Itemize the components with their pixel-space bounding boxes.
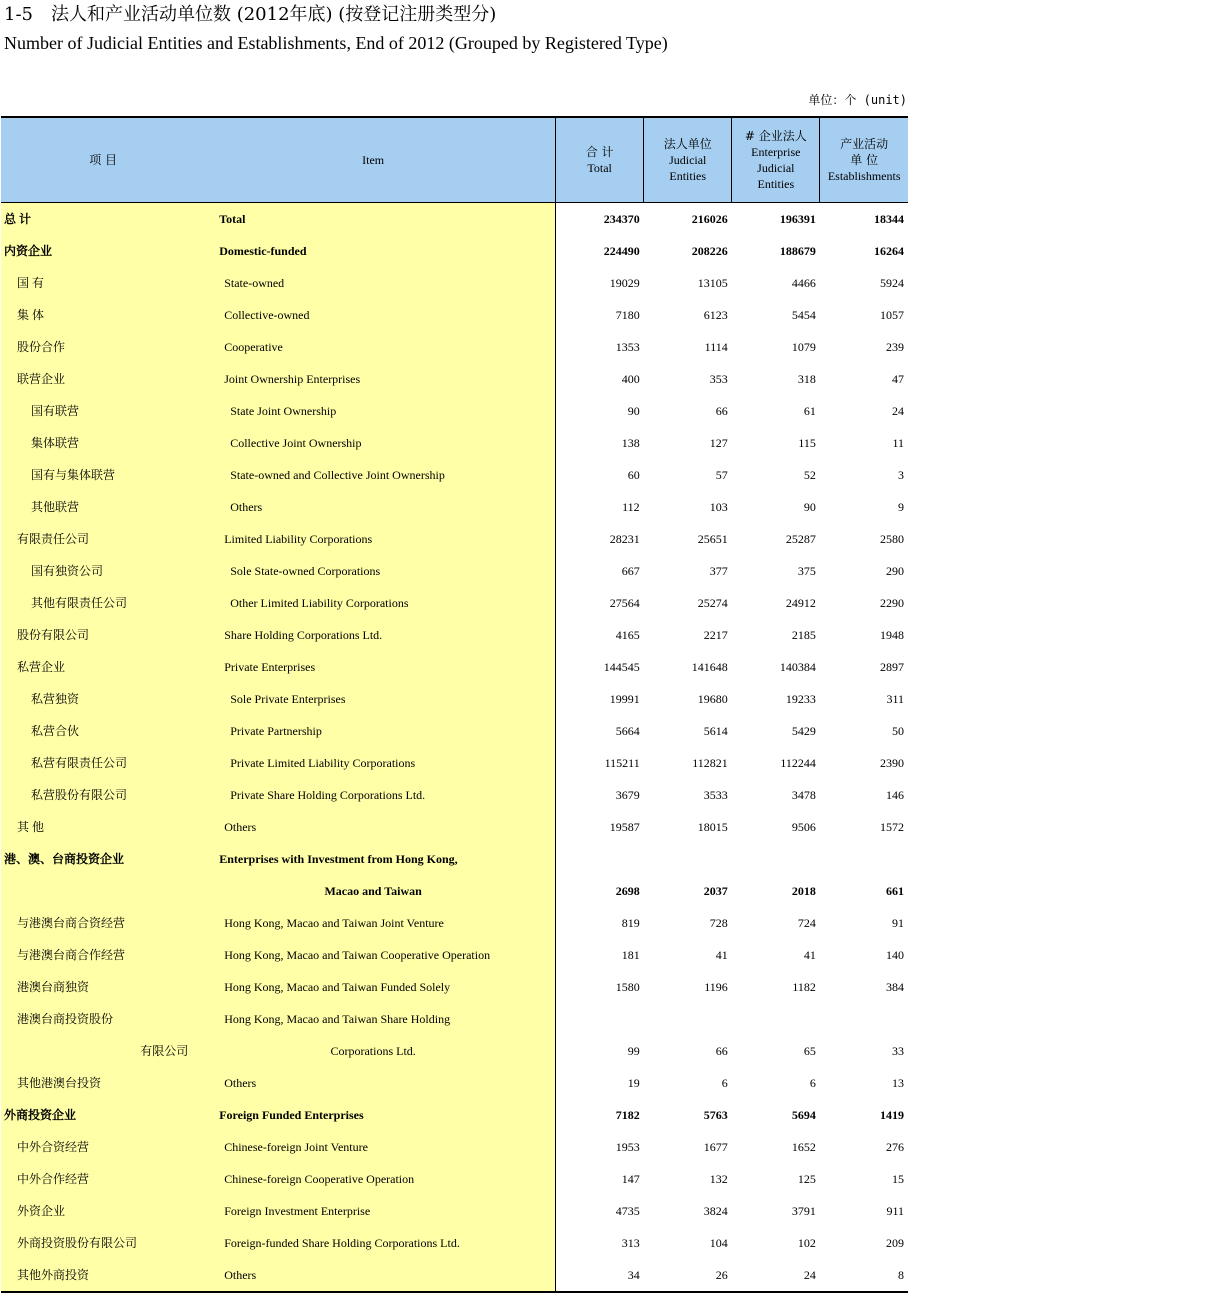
cell-establishments: 50 bbox=[892, 724, 904, 738]
cell-establishments: 8 bbox=[820, 1259, 908, 1292]
table-row bbox=[1, 363, 908, 395]
cell-total: 7180 bbox=[556, 299, 644, 331]
cell-total: 5664 bbox=[556, 715, 644, 747]
cell-enterprise-entities: 112244 bbox=[780, 756, 816, 770]
cell-judicial-entities: 728 bbox=[709, 916, 728, 930]
row-label-cn: 外商投资企业 bbox=[1, 1099, 191, 1131]
cell-judicial-entities: 2217 bbox=[703, 628, 728, 642]
cell-total: 1580 bbox=[556, 971, 644, 1003]
row-label-en: Hong Kong, Macao and Taiwan Share Holding bbox=[191, 1003, 555, 1035]
row-label-cn: 其他有限责任公司 bbox=[1, 587, 191, 619]
row-label-cn: 港澳台商投资股份 bbox=[1, 1003, 191, 1035]
cell-enterprise-entities: 375 bbox=[797, 564, 816, 578]
row-label-en: Foreign Funded Enterprises bbox=[191, 1099, 555, 1131]
page-title-cn: 1-5 法人和产业活动单位数 (2012年底) (按登记注册类型分) bbox=[4, 4, 497, 25]
row-label-cn: 港澳台商独资 bbox=[1, 971, 191, 1003]
table-row bbox=[1, 1163, 908, 1195]
cell-establishments: 1057 bbox=[880, 308, 904, 322]
row-label-cn: 有限公司 bbox=[1, 1035, 191, 1067]
cell-establishments: 91 bbox=[892, 916, 904, 930]
cell-establishments: 5924 bbox=[880, 276, 904, 290]
table-body bbox=[1, 203, 908, 1293]
cell-judicial-entities: 5614 bbox=[703, 724, 728, 738]
table-row bbox=[1, 843, 908, 875]
row-label-en: Macao and Taiwan bbox=[191, 875, 555, 907]
cell-total: 7182 bbox=[556, 1099, 644, 1131]
row-label-en: Others bbox=[191, 491, 555, 523]
row-label-cn: 股份有限公司 bbox=[1, 619, 191, 651]
cell-establishments: 15 bbox=[892, 1172, 904, 1186]
cell-enterprise-entities: 125 bbox=[797, 1172, 816, 1186]
row-label-en: Chinese-foreign Joint Venture bbox=[191, 1131, 555, 1163]
table-row bbox=[1, 1003, 908, 1035]
table-row bbox=[1, 555, 908, 587]
cell-judicial-entities: 377 bbox=[709, 564, 728, 578]
table-row bbox=[1, 971, 908, 1003]
table-row bbox=[1, 715, 908, 747]
table-row bbox=[1, 203, 908, 236]
cell-judicial-entities bbox=[644, 1003, 732, 1035]
cell-total: 3679 bbox=[556, 779, 644, 811]
table-row bbox=[1, 331, 908, 363]
row-label-en: Private Enterprises bbox=[191, 651, 555, 683]
row-label-en: Private Limited Liability Corporations bbox=[191, 747, 555, 779]
cell-establishments: 661 bbox=[886, 884, 904, 898]
cell-establishments: 3 bbox=[898, 468, 904, 482]
cell-establishments bbox=[820, 1003, 908, 1035]
row-label-cn: 其 他 bbox=[1, 811, 191, 843]
cell-enterprise-entities: 4466 bbox=[791, 276, 816, 290]
cell-establishments: 239 bbox=[886, 340, 904, 354]
cell-judicial-entities: 132 bbox=[709, 1172, 728, 1186]
table-row bbox=[1, 683, 908, 715]
page-title-en: Number of Judicial Entities and Establishments, End of 2012 (Grouped by Registered Type) bbox=[4, 33, 668, 53]
unit-label: 单位：个 (unit) bbox=[808, 93, 907, 107]
cell-total: 90 bbox=[556, 395, 644, 427]
header-item-en bbox=[191, 117, 555, 203]
cell-establishments: 209 bbox=[886, 1236, 904, 1250]
row-label-en: Collective-owned bbox=[191, 299, 555, 331]
cell-judicial-entities: 3533 bbox=[703, 788, 728, 802]
row-label-cn: 国 有 bbox=[1, 267, 191, 299]
row-label-cn: 集体联营 bbox=[1, 427, 191, 459]
cell-establishments: 384 bbox=[886, 980, 904, 994]
table-row bbox=[1, 907, 908, 939]
table-row bbox=[1, 491, 908, 523]
row-label-en: Joint Ownership Enterprises bbox=[191, 363, 555, 395]
table-row bbox=[1, 1067, 908, 1099]
cell-total: 99 bbox=[556, 1035, 644, 1067]
cell-establishments: 16264 bbox=[874, 244, 904, 258]
row-label-en: Hong Kong, Macao and Taiwan Joint Venture bbox=[191, 907, 555, 939]
cell-judicial-entities: 25274 bbox=[697, 596, 728, 610]
cell-enterprise-entities: 19233 bbox=[785, 692, 816, 706]
cell-enterprise-entities bbox=[732, 1003, 820, 1035]
cell-total: 147 bbox=[556, 1163, 644, 1195]
cell-enterprise-entities: 140384 bbox=[779, 660, 816, 674]
row-label-cn: 私营股份有限公司 bbox=[1, 779, 191, 811]
cell-judicial-entities: 104 bbox=[709, 1236, 728, 1250]
row-label-cn: 中外合作经营 bbox=[1, 1163, 191, 1195]
cell-total: 60 bbox=[556, 459, 644, 491]
row-label-cn: 与港澳台商合资经营 bbox=[1, 907, 191, 939]
row-label-en: Foreign-funded Share Holding Corporations Ltd. bbox=[191, 1227, 555, 1259]
cell-establishments: 311 bbox=[886, 692, 904, 706]
header-enterprise-cn: # 企业法人 bbox=[744, 129, 807, 143]
cell-total: 234370 bbox=[556, 203, 644, 236]
row-label-cn: 港、澳、台商投资企业 bbox=[1, 843, 191, 875]
header-estab-cn2: 单 位 bbox=[850, 153, 879, 167]
cell-total: 2698 bbox=[556, 875, 644, 907]
cell-enterprise-entities: 41 bbox=[803, 948, 816, 962]
row-label-cn: 有限责任公司 bbox=[1, 523, 191, 555]
row-label-en: Hong Kong, Macao and Taiwan Funded Solely bbox=[191, 971, 555, 1003]
cell-total: 313 bbox=[556, 1227, 644, 1259]
cell-enterprise-entities: 24 bbox=[732, 1259, 820, 1292]
cell-judicial-entities: 141648 bbox=[691, 660, 728, 674]
cell-enterprise-entities: 115 bbox=[798, 436, 816, 450]
table-row bbox=[1, 651, 908, 683]
row-label-cn: 股份合作 bbox=[1, 331, 191, 363]
table-row bbox=[1, 235, 908, 267]
cell-judicial-entities: 19680 bbox=[697, 692, 728, 706]
row-label-en: Others bbox=[191, 811, 555, 843]
row-label-cn: 其他联营 bbox=[1, 491, 191, 523]
cell-judicial-entities: 103 bbox=[709, 500, 728, 514]
table-row bbox=[1, 1259, 908, 1292]
cell-judicial-entities: 25651 bbox=[697, 532, 728, 546]
table-row bbox=[1, 267, 908, 299]
row-label-en: Sole State-owned Corporations bbox=[191, 555, 555, 587]
cell-judicial-entities: 6123 bbox=[703, 308, 728, 322]
cell-total: 819 bbox=[556, 907, 644, 939]
cell-judicial-entities: 353 bbox=[709, 372, 728, 386]
cell-establishments: 1419 bbox=[880, 1108, 904, 1122]
row-label-cn: 外资企业 bbox=[1, 1195, 191, 1227]
row-label-cn: 国有独资公司 bbox=[1, 555, 191, 587]
cell-establishments: 11 bbox=[892, 436, 904, 450]
cell-enterprise-entities: 9506 bbox=[791, 820, 816, 834]
header-item-cn-label: 项 目 bbox=[89, 153, 118, 167]
table-row bbox=[1, 459, 908, 491]
cell-total: 1353 bbox=[556, 331, 644, 363]
cell-total: 19991 bbox=[556, 683, 644, 715]
row-label-en: Chinese-foreign Cooperative Operation bbox=[191, 1163, 555, 1195]
table-row bbox=[1, 587, 908, 619]
cell-enterprise-entities: 1182 bbox=[792, 980, 816, 994]
cell-establishments: 24 bbox=[892, 404, 904, 418]
row-label-en: Hong Kong, Macao and Taiwan Cooperative Operation bbox=[191, 939, 555, 971]
cell-establishments: 9 bbox=[898, 500, 904, 514]
cell-total: 19 bbox=[556, 1067, 644, 1099]
cell-judicial-entities: 18015 bbox=[697, 820, 728, 834]
cell-judicial-entities: 66 bbox=[715, 1044, 728, 1058]
table-row bbox=[1, 875, 908, 907]
header-establishments bbox=[820, 117, 908, 203]
cell-judicial-entities: 1196 bbox=[704, 980, 728, 994]
row-label-en: Share Holding Corporations Ltd. bbox=[191, 619, 555, 651]
row-label-cn: 集 体 bbox=[1, 299, 191, 331]
header-judicial-en2: Entities bbox=[669, 169, 707, 183]
cell-judicial-entities: 1114 bbox=[704, 340, 728, 354]
cell-judicial-entities: 6 bbox=[721, 1076, 728, 1090]
row-label-cn: 中外合资经营 bbox=[1, 1131, 191, 1163]
cell-judicial-entities: 127 bbox=[709, 436, 728, 450]
cell-enterprise-entities: 52 bbox=[803, 468, 816, 482]
row-label-cn: 私营合伙 bbox=[1, 715, 191, 747]
row-label-cn: 内资企业 bbox=[1, 235, 191, 267]
row-label-cn: 与港澳台商合作经营 bbox=[1, 939, 191, 971]
cell-enterprise-entities: 90 bbox=[803, 500, 816, 514]
row-label-cn: 私营独资 bbox=[1, 683, 191, 715]
row-label-cn: 国有与集体联营 bbox=[1, 459, 191, 491]
cell-judicial-entities: 66 bbox=[715, 404, 728, 418]
cell-judicial-entities: 3824 bbox=[703, 1204, 728, 1218]
cell-enterprise-entities: 1652 bbox=[791, 1140, 816, 1154]
cell-enterprise-entities: 24912 bbox=[785, 596, 816, 610]
header-enterprise-en3: Entities bbox=[757, 177, 795, 191]
header-total bbox=[556, 117, 644, 203]
table-row bbox=[1, 779, 908, 811]
row-label-cn: 其他外商投资 bbox=[1, 1259, 191, 1292]
header-total-en: Total bbox=[587, 161, 612, 175]
cell-enterprise-entities bbox=[732, 843, 820, 875]
header-judicial-cn: 法人单位 bbox=[663, 137, 712, 151]
cell-judicial-entities: 208226 bbox=[691, 244, 728, 258]
cell-enterprise-entities: 61 bbox=[803, 404, 816, 418]
cell-establishments: 290 bbox=[886, 564, 904, 578]
cell-establishments: 2897 bbox=[880, 660, 904, 674]
cell-enterprise-entities: 5694 bbox=[791, 1108, 816, 1122]
row-label-en: Others bbox=[191, 1067, 555, 1099]
cell-total: 144545 bbox=[556, 651, 644, 683]
cell-establishments: 1572 bbox=[880, 820, 904, 834]
cell-establishments: 146 bbox=[886, 788, 904, 802]
row-label-cn: 私营有限责任公司 bbox=[1, 747, 191, 779]
cell-enterprise-entities: 5429 bbox=[791, 724, 816, 738]
row-label-en: Sole Private Enterprises bbox=[191, 683, 555, 715]
cell-judicial-entities: 1677 bbox=[703, 1140, 728, 1154]
row-label-en: State-owned bbox=[191, 267, 555, 299]
row-label-cn bbox=[1, 875, 191, 907]
table-row bbox=[1, 1195, 908, 1227]
row-label-cn: 私营企业 bbox=[1, 651, 191, 683]
cell-enterprise-entities: 2018 bbox=[791, 884, 816, 898]
cell-establishments: 2580 bbox=[880, 532, 904, 546]
header-item-cn bbox=[1, 117, 191, 203]
table-row bbox=[1, 299, 908, 331]
table-row bbox=[1, 1227, 908, 1259]
cell-total: 112 bbox=[556, 491, 644, 523]
cell-total: 34 bbox=[556, 1259, 644, 1292]
row-label-en: Corporations Ltd. bbox=[191, 1035, 555, 1067]
cell-establishments: 2290 bbox=[880, 596, 904, 610]
cell-enterprise-entities: 724 bbox=[797, 916, 816, 930]
table-row bbox=[1, 1035, 908, 1067]
cell-enterprise-entities: 5454 bbox=[791, 308, 816, 322]
cell-total bbox=[556, 843, 644, 875]
header-enterprise-en1: Enterprise bbox=[751, 145, 801, 159]
cell-total: 181 bbox=[556, 939, 644, 971]
cell-enterprise-entities: 3791 bbox=[791, 1204, 816, 1218]
row-label-en: Limited Liability Corporations bbox=[191, 523, 555, 555]
cell-establishments: 140 bbox=[886, 948, 904, 962]
table-row bbox=[1, 395, 908, 427]
data-table bbox=[1, 116, 908, 1293]
header-estab-cn1: 产业活动 bbox=[840, 137, 889, 151]
cell-judicial-entities: 57 bbox=[715, 468, 728, 482]
cell-establishments: 2390 bbox=[880, 756, 904, 770]
row-label-en: Private Share Holding Corporations Ltd. bbox=[191, 779, 555, 811]
cell-establishments: 911 bbox=[886, 1204, 904, 1218]
cell-judicial-entities: 112821 bbox=[692, 756, 728, 770]
cell-enterprise-entities: 3478 bbox=[791, 788, 816, 802]
header-total-cn: 合 计 bbox=[585, 145, 614, 159]
row-label-en: Foreign Investment Enterprise bbox=[191, 1195, 555, 1227]
cell-judicial-entities: 2037 bbox=[703, 884, 728, 898]
cell-enterprise-entities: 196391 bbox=[779, 212, 816, 226]
cell-judicial-entities: 26 bbox=[644, 1259, 732, 1292]
cell-total: 19029 bbox=[556, 267, 644, 299]
cell-enterprise-entities: 6 bbox=[809, 1076, 816, 1090]
cell-judicial-entities: 5763 bbox=[703, 1108, 728, 1122]
table-row bbox=[1, 747, 908, 779]
cell-enterprise-entities: 2185 bbox=[791, 628, 816, 642]
row-label-en: Domestic-funded bbox=[191, 235, 555, 267]
row-label-en: Private Partnership bbox=[191, 715, 555, 747]
cell-enterprise-entities: 25287 bbox=[785, 532, 816, 546]
cell-enterprise-entities: 102 bbox=[797, 1236, 816, 1250]
cell-establishments: 1948 bbox=[880, 628, 904, 642]
row-label-en: Collective Joint Ownership bbox=[191, 427, 555, 459]
header-estab-en: Establishments bbox=[827, 169, 901, 183]
table-row bbox=[1, 939, 908, 971]
cell-total: 4165 bbox=[556, 619, 644, 651]
row-label-en: Total bbox=[191, 203, 555, 236]
header-enterprise bbox=[732, 117, 820, 203]
table-row bbox=[1, 1099, 908, 1131]
cell-total: 1953 bbox=[556, 1131, 644, 1163]
cell-establishments bbox=[820, 843, 908, 875]
cell-total: 4735 bbox=[556, 1195, 644, 1227]
table-row bbox=[1, 1131, 908, 1163]
row-label-cn: 国有联营 bbox=[1, 395, 191, 427]
cell-judicial-entities: 216026 bbox=[691, 212, 728, 226]
table-row bbox=[1, 523, 908, 555]
header-judicial bbox=[644, 117, 732, 203]
cell-establishments: 18344 bbox=[874, 212, 904, 226]
row-label-en: Others bbox=[191, 1259, 555, 1292]
cell-judicial-entities bbox=[644, 843, 732, 875]
cell-total: 224490 bbox=[556, 235, 644, 267]
cell-total: 400 bbox=[556, 363, 644, 395]
header-item-en-label: Item bbox=[362, 153, 385, 167]
cell-total: 138 bbox=[556, 427, 644, 459]
header-row bbox=[1, 117, 908, 203]
row-label-cn: 联营企业 bbox=[1, 363, 191, 395]
cell-judicial-entities: 41 bbox=[715, 948, 728, 962]
cell-enterprise-entities: 188679 bbox=[779, 244, 816, 258]
row-label-cn: 其他港澳台投资 bbox=[1, 1067, 191, 1099]
cell-total: 115211 bbox=[556, 747, 644, 779]
cell-establishments: 33 bbox=[892, 1044, 904, 1058]
cell-enterprise-entities: 65 bbox=[803, 1044, 816, 1058]
row-label-en: Other Limited Liability Corporations bbox=[191, 587, 555, 619]
cell-establishments: 47 bbox=[892, 372, 904, 386]
table-row bbox=[1, 619, 908, 651]
row-label-en: Cooperative bbox=[191, 331, 555, 363]
cell-total: 19587 bbox=[556, 811, 644, 843]
cell-enterprise-entities: 318 bbox=[797, 372, 816, 386]
cell-judicial-entities: 13105 bbox=[697, 276, 728, 290]
row-label-cn: 外商投资股份有限公司 bbox=[1, 1227, 191, 1259]
row-label-cn: 总 计 bbox=[1, 203, 191, 236]
table-row bbox=[1, 427, 908, 459]
cell-total bbox=[556, 1003, 644, 1035]
header-enterprise-en2: Judicial bbox=[757, 161, 795, 175]
row-label-en: State Joint Ownership bbox=[191, 395, 555, 427]
cell-establishments: 276 bbox=[886, 1140, 904, 1154]
table-row bbox=[1, 811, 908, 843]
cell-total: 667 bbox=[556, 555, 644, 587]
row-label-en: Enterprises with Investment from Hong Kong, bbox=[191, 843, 555, 875]
header-judicial-en1: Judicial bbox=[669, 153, 707, 167]
cell-enterprise-entities: 1079 bbox=[791, 340, 816, 354]
cell-establishments: 13 bbox=[892, 1076, 904, 1090]
cell-total: 28231 bbox=[556, 523, 644, 555]
cell-total: 27564 bbox=[556, 587, 644, 619]
row-label-en: State-owned and Collective Joint Ownership bbox=[191, 459, 555, 491]
